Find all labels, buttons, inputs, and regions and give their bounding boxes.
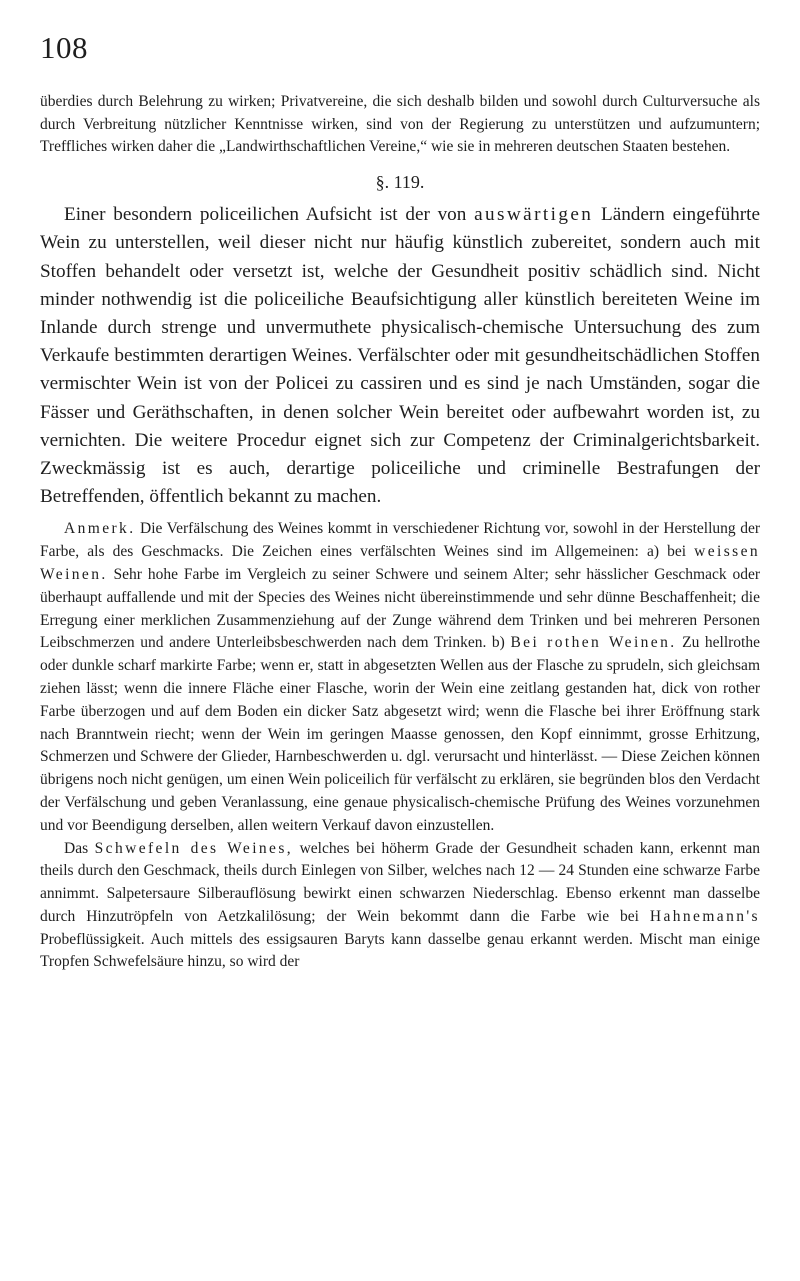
main-paragraph-text-continued: Ländern eingeführte Wein zu unterstellen, weil dieser nicht nur häufig künstlich zubereitet, sondern auch mit Stoffen behandelt oder versetzt ist, welche der Gesundheit positiv schädlich sind. Nicht minder nothwendig ist die policeiliche Beaufsichtigung aller künstlich bereiteten Weine im Inlande durch strenge und unvermuthete physicalisch-chemische Untersuchung des zum Verkaufe bestimmten derartigen Weines. Verfälschter oder mit gesundheitschädlichen Stoffen vermischter Wein ist von der Policei zu cassiren und es sind je nach Umständen, sogar die Fässer und Geräthschaften, in denen solcher Wein bereitet oder aufbewahrt worden ist, zu vernichten. Die weitere Procedur eignet sich zur Competenz der Criminalgerichtsbarkeit. Zweckmässig ist es auch, derartige policeiliche und criminelle Bestrafungen der Betreffenden, öffentlich bekannt zu machen. xyxy=(40,204,761,508)
sulphuring-text-continued: welches bei höherm Grade der Gesundheit schaden kann, erkennt man theils durch den Geschmack, theils durch Einlegen von Silber, welches nach 12 — 24 Stunden eine schwarze Farbe annimmt. Salpetersaure Silberauflösung bewirkt einen schwarzen Niederschlag. Ebenso erkennt man dasselbe durch Hinzutröpfeln von Aetzkalilösung; der Wein bekommt dann die Farbe wie bei xyxy=(40,839,761,925)
sulphuring-paragraph xyxy=(40,838,760,975)
text-block xyxy=(40,91,760,974)
annotation-label: Anmerk. xyxy=(64,520,136,538)
section-heading: §. 119. xyxy=(375,172,425,193)
annotation-emphasis-white-wine: weissen Weinen. xyxy=(40,543,760,583)
intro-paragraph: überdies durch Belehrung zu wirken; Privatvereine, die sich deshalb bilden und sowohl durch Culturversuche als durch Verbreitung nützlicher Kenntnisse wirken, sind von der Regierung zu unterstützen und aufzumuntern; Treffliches wirken daher die „Landwirthschaftlichen Vereine,“ wie sie in mehreren deutschen Staaten bestehen. xyxy=(40,93,760,156)
sulphuring-text-final: Probeflüssigkeit. Auch mittels des essigsauren Baryts kann dasselbe genau erkannt werden. Mischt man einige Tropfen Schwefelsäure hinzu, so wird der xyxy=(40,930,760,971)
main-paragraph-emphasis: auswärtigen xyxy=(474,204,594,226)
annotation-text-continued: Sehr hohe Farbe im Vergleich zu seiner Schwere und seinem Alter; sehr hässlicher Geschmack oder überhaupt auffallende und mit der Species des Weines nicht übereinstimmende und sehr dünne Beschaffenheit; die Erregung einer merklichen Zusammenziehung auf der Zunge während dem Trinken und bei mehreren Personen Leibschmerzen und andere Unterleibsbeschwerden nach dem Trinken. b) xyxy=(40,565,760,652)
sulphuring-emphasis: Schwefeln des Weines, xyxy=(94,839,294,857)
hahnemann-emphasis: Hahnemann's xyxy=(649,907,760,925)
page-number: 108 xyxy=(40,30,88,65)
book-page xyxy=(40,0,760,1281)
annotation-emphasis-red-wine: Bei rothen Weinen. xyxy=(510,634,677,652)
main-paragraph-text: Einer besondern policeilichen Aufsicht ist der von xyxy=(64,204,475,226)
sulphuring-text: Das xyxy=(64,839,95,857)
annotation-text-final: Zu hellrothe oder dunkle scharf markirte Farbe; wenn er, statt in abgesetzten Wellen aus der Flasche zu sprudeln, sich gleichsam ziehen lässt; wenn die innere Fläche einer Flasche, worin der Wein eine zeitlang gestanden hat, dick von rother Farbe überzogen und auf dem Boden ein dicker Satz abgesetzt wird; wenn die Flasche bei ihrer Eröffnung stark nach Branntwein riecht; wenn der Wein im geringen Maasse genossen, den Kopf einnimmt, grosse Erhitzung, Schmerzen und Schwere der Glieder, Harnbeschwerden u. dgl. verursacht und hinterlässt. — Diese Zeichen können übrigens noch nicht genügen, um einen Wein policeilich für verfälscht zu erklären, sie begründen blos den Verdacht der Verfälschung und geben Veranlassung, eine genaue physicalisch-chemische Prüfung des Weines vorzunehmen und vor Beendigung derselben, allen weitern Verkauf davon einzustellen. xyxy=(40,634,760,834)
main-paragraph xyxy=(40,201,760,511)
annotation-paragraph xyxy=(40,518,760,837)
annotation-text: Die Verfälschung des Weines kommt in verschiedener Richtung vor, sowohl in der Herstellung der Farbe, als des Geschmacks. Die Zeichen eines verfälschten Weines sind im Allgemeinen: a) bei xyxy=(40,520,760,561)
